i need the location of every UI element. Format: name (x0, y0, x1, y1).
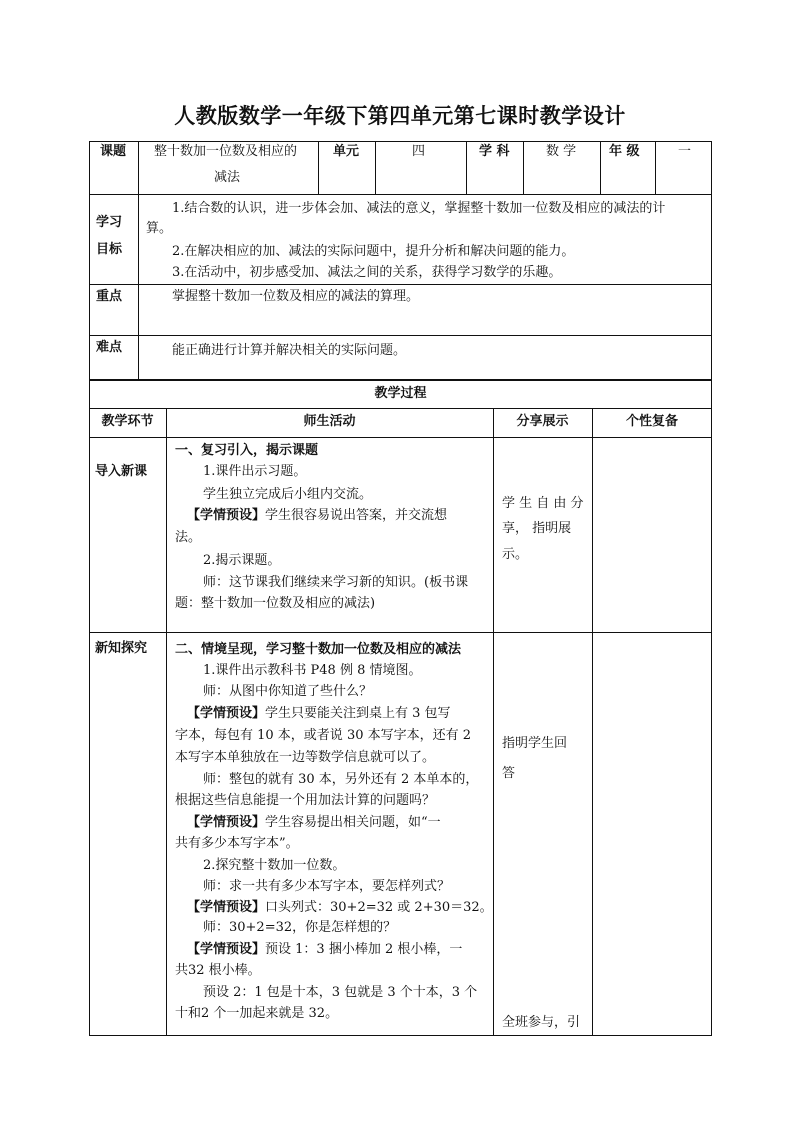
objective-3: 3.在活动中，初步感受加、减法之间的关系，获得学习数学的乐趣。 (172, 265, 562, 280)
section1-line: 师：这节课我们继续来学习新的知识。(板书课 (203, 575, 469, 590)
col-header-share: 分享展示 (516, 414, 569, 429)
objectives-label-line2: 目标 (96, 242, 123, 257)
stage-explore: 新知探究 (95, 641, 148, 656)
row-divider (89, 284, 712, 285)
section1-share: 学 生 自 由 分 (502, 496, 584, 511)
section2-line: 共32 根小棒。 (175, 963, 261, 978)
preset-text: 预设 1：3 捆小棒加 2 根小棒，一 (265, 942, 463, 957)
section1-line: 1.课件出示习题。 (203, 464, 307, 479)
section2-line: 1.课件出示教科书 P48 例 8 情境图。 (203, 663, 422, 678)
col-divider (655, 141, 656, 194)
section2-line (187, 940, 462, 960)
section2-line: 师：30+2=32，你是怎样想的？ (203, 920, 397, 935)
col-header-personal: 个性复备 (625, 414, 678, 429)
unit-value: 四 (412, 144, 426, 159)
row-divider (89, 194, 712, 195)
topic-label: 课题 (100, 144, 127, 159)
objective-1: 1.结合数的认识，进一步体会加、减法的意义，掌握整十数加一位数及相应的减法的计 (172, 201, 666, 216)
col-header-activity: 师生活动 (303, 414, 356, 429)
col-divider (592, 408, 593, 1036)
section2-heading: 二、情境呈现，学习整十数加一位数及相应的减法 (175, 642, 462, 657)
objective-1-cont: 算。 (146, 221, 173, 236)
preset-label: 【学情预设】 (187, 815, 266, 830)
section2-line: 2.探究整十数加一位数。 (203, 858, 346, 873)
section2-line (187, 704, 451, 724)
subject-value: 数 学 (546, 144, 577, 159)
preset-label: 【学情预设】 (187, 706, 266, 721)
section2-line: 师：求一共有多少本写字本，要怎样列式？ (203, 879, 451, 894)
col-divider (138, 194, 139, 379)
col-divider (466, 141, 467, 194)
col-divider (523, 141, 524, 194)
section1-share: 示。 (502, 547, 529, 562)
col-divider (600, 141, 601, 194)
col-divider (318, 141, 319, 194)
section1-heading: 一、复习引入，揭示课题 (175, 443, 319, 458)
section2-share: 全班参与，引 (502, 1015, 581, 1030)
preset-label: 【学情预设】 (187, 900, 266, 915)
page-title: 人教版数学一年级下第四单元第七课时教学设计 (174, 104, 626, 128)
preset-label: 【学情预设】 (187, 508, 266, 523)
section2-share: 指明学生回 (502, 736, 568, 751)
topic-value-line2: 减法 (214, 170, 241, 185)
section2-line: 预设 2：1 包是十本，3 包就是 3 个十本，3 个 (203, 985, 478, 1000)
preset-text: 口头列式：30+2=32 或 2+30＝32。 (265, 900, 493, 915)
col-divider (493, 408, 494, 1036)
section2-line: 师：从图中你知道了些什么？ (203, 684, 373, 699)
subject-label: 学 科 (479, 144, 510, 159)
grade-label: 年 级 (609, 144, 640, 159)
key-point-label: 重点 (96, 289, 123, 304)
col-header-stage: 教学环节 (101, 414, 154, 429)
preset-text: 学生只要能关注到桌上有 3 包写 (265, 706, 451, 721)
objective-2: 2.在解决相应的加、减法的实际问题中，提升分析和解决问题的能力。 (172, 244, 575, 259)
section2-line: 师：整包的就有 30 本，另外还有 2 本单本的， (203, 772, 479, 787)
topic-value-line1: 整十数加一位数及相应的 (154, 144, 298, 159)
stage-intro: 导入新课 (95, 464, 148, 479)
difficulty-text: 能正确进行计算并解决相关的实际问题。 (172, 343, 407, 358)
row-divider (89, 632, 712, 633)
section2-line (187, 898, 493, 918)
section2-share: 答 (502, 766, 516, 781)
section2-line: 共有多少本写字本”。 (175, 836, 299, 851)
section1-line: 法。 (175, 530, 202, 545)
section1-line: 2.揭示课题。 (203, 553, 281, 568)
process-title: 教学过程 (374, 386, 427, 401)
row-divider (89, 379, 712, 381)
key-point-text: 掌握整十数加一位数及相应的减法的算理。 (172, 289, 420, 304)
col-divider (375, 141, 376, 194)
section1-line: 题：整十数加一位数及相应的减法) (175, 596, 376, 611)
section2-line (187, 813, 441, 833)
section2-line: 本写字本单独放在一边等数学信息就可以了。 (175, 750, 436, 765)
row-divider (89, 437, 712, 438)
col-divider (138, 141, 139, 194)
section2-line: 十和2 个一加起来就是 32。 (175, 1006, 339, 1021)
section1-line: 学生独立完成后小组内交流。 (203, 487, 373, 502)
section1-line (187, 506, 447, 526)
preset-text: 学生容易提出相关问题，如“一 (265, 815, 441, 830)
grade-value: 一 (678, 144, 692, 159)
preset-text: 学生很容易说出答案，并交流想 (265, 508, 448, 523)
col-divider (166, 408, 167, 1036)
section2-line: 根据这些信息能提一个用加法计算的问题吗？ (175, 793, 436, 808)
unit-label: 单元 (333, 144, 360, 159)
row-divider (89, 335, 712, 336)
section2-line: 字本，每包有 10 本，或者说 30 本写字本，还有 2 (175, 728, 472, 743)
difficulty-label: 难点 (96, 340, 123, 355)
preset-label: 【学情预设】 (187, 942, 266, 957)
objectives-label-line1: 学习 (96, 215, 123, 230)
row-divider (89, 408, 712, 409)
section1-share: 享， 指明展 (502, 521, 572, 536)
